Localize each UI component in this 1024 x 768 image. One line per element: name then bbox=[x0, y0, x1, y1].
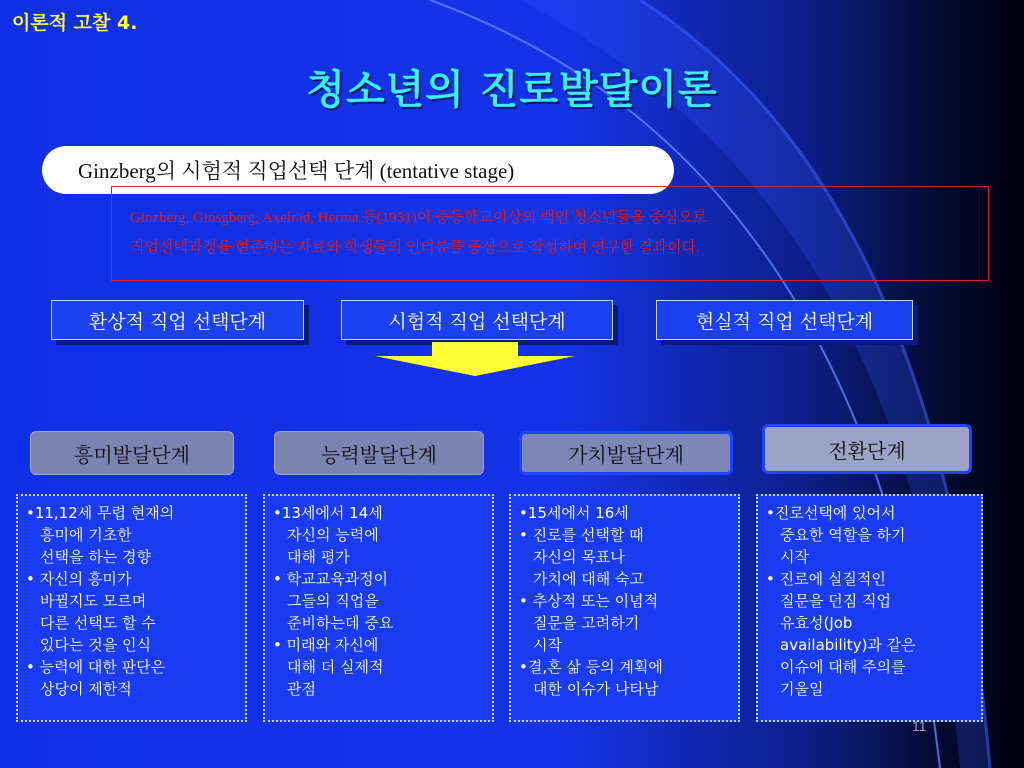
detail-line: 대해 더 실제적 bbox=[287, 658, 384, 676]
detail-line: 기울일 bbox=[780, 680, 824, 698]
detail-line: • 능력에 대한 판단은 bbox=[26, 658, 166, 676]
detail-line: 질문을 고려하기 bbox=[533, 614, 640, 632]
subheading-text: Ginzberg의 시험적 직업선택 단계 (tentative stage) bbox=[78, 159, 515, 183]
detail-line: 상당이 제한적 bbox=[40, 680, 132, 698]
detail-line: • 학교교육과정이 bbox=[273, 570, 389, 588]
phase-capacity: 능력발달단계 bbox=[274, 431, 484, 475]
phase-value-details bbox=[509, 494, 740, 722]
detail-line: • 자신의 흥미가 bbox=[26, 570, 132, 588]
detail-line: 그들의 직업을 bbox=[287, 592, 379, 610]
detail-line: • 진로를 선택할 때 bbox=[519, 526, 644, 544]
detail-line: 가치에 대해 숙고 bbox=[533, 570, 644, 588]
detail-line: 대한 이슈가 나타남 bbox=[533, 680, 659, 698]
detail-line: •13세에서 14세 bbox=[273, 504, 383, 522]
detail-line: 이슈에 대해 주의를 bbox=[780, 658, 906, 676]
detail-line: 준비하는데 중요 bbox=[287, 614, 394, 632]
detail-line: • 추상적 또는 이념적 bbox=[519, 592, 659, 610]
phase-interest-details bbox=[16, 494, 247, 722]
stage-fantasy: 환상적 직업 선택단계 bbox=[51, 300, 304, 340]
detail-line: availability)과 같은 bbox=[780, 636, 916, 654]
description-line-2: 직업선택과정을 현존하는 자료와 학생들의 인터뷰를 중심으로 작성하여 연구한 결과이다. bbox=[130, 240, 700, 256]
detail-line: 있다는 것을 인식 bbox=[40, 636, 151, 654]
detail-line: 시작 bbox=[533, 636, 562, 654]
detail-line: 선택을 하는 경향 bbox=[40, 548, 151, 566]
stage-tentative: 시험적 직업 선택단계 bbox=[341, 300, 613, 340]
page-title: 청소년의 진로발달이론 bbox=[306, 67, 718, 113]
detail-line: •결,혼 삶 등의 계획에 bbox=[519, 658, 663, 676]
phase-capacity-details bbox=[263, 494, 494, 722]
detail-line: 질문을 던짐 직업 bbox=[780, 592, 891, 610]
section-label: 이론적 고찰 4. bbox=[12, 12, 138, 34]
detail-line: • 진로에 실질적인 bbox=[766, 570, 886, 588]
phase-value: 가치발달단계 bbox=[519, 431, 733, 475]
detail-line: • 미래와 자신에 bbox=[273, 636, 379, 654]
detail-line: 흥미에 기초한 bbox=[40, 526, 132, 544]
detail-line: 다른 선택도 할 수 bbox=[40, 614, 156, 632]
down-arrow-icon bbox=[370, 342, 580, 376]
detail-line: 대해 평가 bbox=[287, 548, 350, 566]
detail-line: 자신의 능력에 bbox=[287, 526, 379, 544]
description-line-1: Ginzberg, Ginsgberg, Axelrad, Herma 등(1951)이 중등학교이상의 백인 청소년들을 중심으로 bbox=[130, 210, 708, 226]
detail-line: 시작 bbox=[780, 548, 809, 566]
stage-realistic: 현실적 직업 선택단계 bbox=[656, 300, 913, 340]
description-box bbox=[111, 186, 989, 281]
detail-line: 유효성(Job bbox=[780, 614, 853, 632]
detail-line: •11,12세 무렵 현재의 bbox=[26, 504, 175, 522]
phase-transition: 전환단계 bbox=[762, 424, 972, 474]
detail-line: 관점 bbox=[287, 680, 316, 698]
phase-transition-details bbox=[756, 494, 983, 722]
detail-line: 바뀔지도 모르며 bbox=[40, 592, 147, 610]
detail-line: 중요한 역할을 하기 bbox=[780, 526, 906, 544]
detail-line: •진로선택에 있어서 bbox=[766, 504, 896, 522]
phase-interest: 흥미발달단계 bbox=[30, 431, 234, 475]
detail-line: 자신의 목표나 bbox=[533, 548, 625, 566]
detail-line: •15세에서 16세 bbox=[519, 504, 629, 522]
page-number: 11 bbox=[912, 718, 927, 734]
